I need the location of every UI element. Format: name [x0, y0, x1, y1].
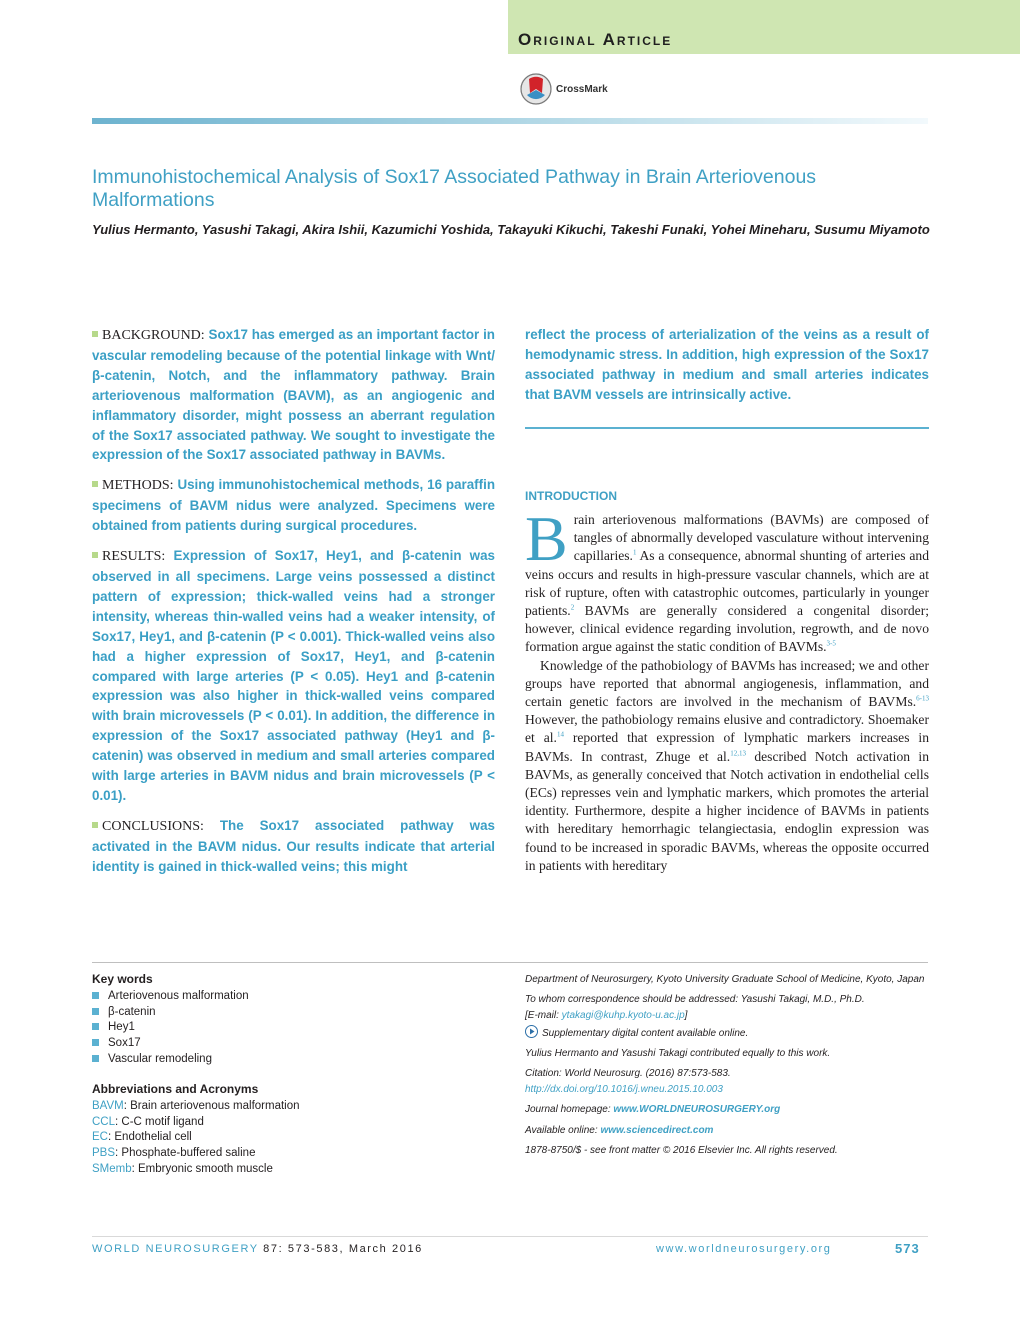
reference-link[interactable]: 3-5 [826, 639, 836, 648]
sciencedirect-link[interactable]: www.sciencedirect.com [600, 1124, 714, 1136]
page-number: 573 [895, 1241, 920, 1256]
abbreviation-item: CCL: C-C motif ligand [92, 1115, 204, 1128]
bullet-square [92, 331, 98, 337]
introduction-heading: INTRODUCTION [525, 489, 617, 503]
intro-paragraph-1: Brain arteriovenous malformations (BAVMs) are composed of tangles of abnormally developed vasculature without intervening capillaries.$^1$ As a consequence, abnormal shunting of arteries and veins occurs and results in high-pressure vascular channels, which are at risk of rupture, often with catastrophic outcomes, particularly in younger patients.$^2$ BAVMs are generally considered a congenital disorder; however, clinical evidence regarding involution, regrowth, and de novo formation argue against the static condition of BAVMs.$^{3-5}$ [525, 503, 929, 655]
abbreviation-item: PBS: Phosphate-buffered saline [92, 1147, 256, 1160]
available-online: Available online: www.sciencedirect.com [525, 1124, 714, 1136]
play-icon [525, 1025, 538, 1038]
reference-link[interactable]: 1 [632, 548, 637, 557]
article-authors: Yulius Hermanto, Yasushi Takagi, Akira Ishii, Kazumichi Yoshida, Takayuki Kikuchi, Takeshi Funaki, Yohei Mineharu, Susumu Miyamoto [92, 222, 930, 237]
footer-url[interactable]: www.worldneurosurgery.org [656, 1243, 832, 1255]
reference-link[interactable]: 14 [556, 730, 564, 739]
reference-link[interactable]: 6-13 [916, 694, 929, 703]
journal-homepage: Journal homepage: www.WORLDNEUROSURGERY.org [525, 1104, 781, 1116]
drop-cap: B [525, 503, 568, 574]
bullet-square [92, 481, 98, 487]
keyword-item: Hey1 [92, 1020, 249, 1036]
abbreviation-item: SMemb: Embryonic smooth muscle [92, 1162, 273, 1175]
bullet-square [92, 552, 98, 558]
abstract-left-column [92, 325, 495, 887]
keyword-item: β-catenin [92, 1005, 249, 1021]
keyword-item: Vascular remodeling [92, 1052, 249, 1068]
keywords-list [92, 989, 249, 1068]
email-line: [E-mail: ytakagi@kuhp.kyoto-u.ac.jp] [525, 1010, 688, 1022]
footer-journal: WORLD NEUROSURGERY 87: 573-583, March 2016 [92, 1243, 423, 1255]
abbreviation-item: BAVM: Brain arteriovenous malformation [92, 1100, 300, 1112]
abstract-conclusions-continued: reflect the process of arterialization of the veins as a result of hemodynamic stress. In addition, high expression of the Sox17 associated pathway in medium and small arteries indicates that BAVM vessels are intrinsically active. [525, 327, 929, 402]
abstract-right-column [525, 325, 929, 415]
correspondence: To whom correspondence should be addressed: Yasushi Takagi, M.D., Ph.D. [525, 994, 865, 1006]
crossmark-icon [520, 73, 552, 105]
footnote-divider [92, 962, 928, 963]
article-title: Immunohistochemical Analysis of Sox17 Associated Pathway in Brain Arteriovenous Malformations [92, 166, 817, 211]
crossmark-label: CrossMark [556, 83, 608, 95]
affiliation: Department of Neurosurgery, Kyoto University Graduate School of Medicine, Kyoto, Japan [525, 974, 925, 985]
crossmark-badge[interactable] [520, 72, 608, 106]
abstract-end-rule [525, 427, 929, 429]
abbreviations-list [92, 1099, 300, 1178]
equal-contribution: Yulius Hermanto and Yasushi Takagi contributed equally to this work. [525, 1047, 831, 1059]
abstract-results: RESULTS: Expression of Sox17, Hey1, and β-catenin was observed in all specimens. Large veins possessed a distinct pattern of expression; thick-walled veins had a stronger intensity, whereas thin-walled veins had a weaker intensity, of Sox17, Hey1, and β-catenin (P < 0.001). Thick-walled veins also had a higher expression of Sox17, Hey1, and β-catenin compared with large arteries (P < 0.05). Hey1 and β-catenin expression was also higher in thick-walled veins compared with brain microvessels (P < 0.01). In addition, the difference in expression of the Sox17 associated pathway (Hey1 and β-catenin) was observed in medium and small arteries compared with large arteries in BAVM nidus and brain microvessels (P < 0.01). [92, 548, 495, 803]
header-rule [92, 118, 928, 124]
email-link[interactable]: ytakagi@kuhp.kyoto-u.ac.jp [561, 1010, 685, 1022]
footer-rule [92, 1236, 928, 1237]
abstract-conclusions: CONCLUSIONS: The Sox17 associated pathway was activated in the BAVM nidus. Our results indicate that arterial identity is gained in thick-walled veins; this might [92, 817, 495, 874]
keyword-item: Sox17 [92, 1036, 249, 1052]
bullet-square [92, 822, 98, 828]
intro-paragraph-2: Knowledge of the pathobiology of BAVMs has increased; we and other groups have reported that abnormal angiogenesis, inflammation, and certain genetic factors are involved in the mechanism of BAVMs.$^{6-13}$ However, the pathobiology remains elusive and contradictory. Shoemaker et al.$^{14}$ reported that expression of lymphatic markers increases in BAVMs. In contrast, Zhuge et al.$^{12,13}$ described Notch activation in BAVMs, as generally conceived that Notch activation in endothelial cells (ECs) represses vein and lymphatic markers, which promotes the arterial identity. Furthermore, despite a higher incidence of BAVMs in patients with hereditary hemorrhagic telangiectasia, endoglin expression was found to be increased in sporadic BAVMs, whereas the opposite occurred in patients with hereditary [525, 657, 930, 873]
abstract-methods: METHODS: Using immunohistochemical methods, 16 paraffin specimens of BAVM nidus were analyzed. Specimens were obtained from patients during surgical procedures. [92, 477, 495, 534]
abbreviation-item: EC: Endothelial cell [92, 1131, 192, 1144]
keyword-item: Arteriovenous malformation [92, 989, 249, 1005]
supplementary-line[interactable]: Supplementary digital content available online. [525, 1025, 929, 1042]
introduction-body [525, 503, 930, 875]
abbreviations-heading: Abbreviations and Acronyms [92, 1082, 259, 1096]
copyright: 1878-8750/$ - see front matter © 2016 Elsevier Inc. All rights reserved. [525, 1144, 838, 1156]
reference-link[interactable]: 2 [570, 603, 575, 612]
section-label: Original Article [518, 30, 673, 49]
doi-link[interactable]: http://dx.doi.org/10.1016/j.wneu.2015.10.003 [525, 1084, 723, 1096]
reference-link[interactable]: 12,13 [730, 749, 746, 758]
abstract-background: BACKGROUND: Sox17 has emerged as an important factor in vascular remodeling because of the potential linkage with Wnt/β-catenin, Notch, and the inflammatory pathway. Brain arteriovenous malformation (BAVM), as an angiogenic and inflammatory disorder, might possess an aberrant regulation of the Sox17 associated pathway. We sought to investigate the expression of the Sox17 associated pathway in BAVMs. [92, 327, 495, 463]
homepage-link[interactable]: www.WORLDNEUROSURGERY.org [613, 1104, 781, 1116]
article-info [525, 972, 929, 1159]
keywords-heading: Key words [92, 972, 153, 986]
citation: Citation: World Neurosurg. (2016) 87:573-583. [525, 1068, 731, 1080]
